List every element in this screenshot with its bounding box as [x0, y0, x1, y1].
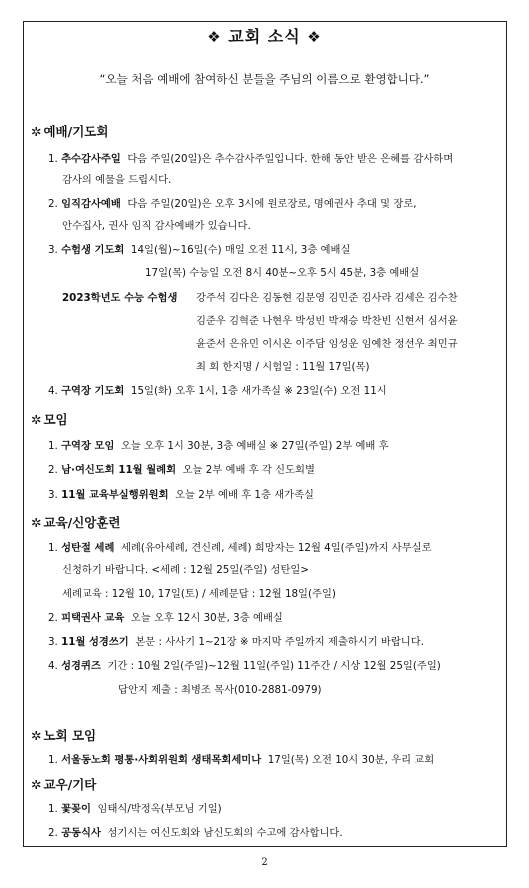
item-text: 오늘 2부 예배 후 1층 새가족실: [175, 489, 314, 501]
section-heading-education: [31, 513, 121, 531]
item-label: 피택권사 교육: [61, 612, 125, 624]
item-text: 오늘 2부 예배 후 각 신도회별: [182, 464, 315, 476]
section-title: 모임: [43, 412, 68, 427]
item-number: 4.: [48, 660, 58, 672]
page-number: 2: [261, 857, 268, 868]
section-heading-members: [31, 775, 96, 793]
item-number: 2.: [48, 198, 58, 210]
title-text: 교회 소식: [228, 27, 301, 46]
list-item: [48, 486, 314, 501]
item-text: 김준우 김혁준 나현우 박성빈 박재승 박찬빈 신현서 심서윤: [196, 315, 458, 327]
section-title: 노회 모임: [43, 728, 97, 743]
section-title: 교육/신앙훈련: [43, 515, 121, 530]
item-text: 14일(월)~16일(수) 매일 오전 11시, 3층 예배실: [130, 244, 351, 256]
section-title: 교우/기타: [43, 777, 97, 792]
item-text: 오늘 오후 12시 30분, 3층 예배실: [130, 612, 283, 624]
item-label: 11월 교육부실행위원회: [61, 489, 169, 501]
asterisk-icon: ✲: [31, 412, 42, 427]
item-number: 2.: [48, 464, 58, 476]
diamond-icon: ❖: [307, 28, 322, 46]
diamond-icon: ❖: [207, 28, 222, 46]
item-label: 임직감사예배: [61, 198, 121, 210]
item-text: 17일(목) 오전 10시 30분, 우리 교회: [267, 754, 435, 766]
item-text: 다음 주일(20일)은 추수감사주일입니다. 한해 동안 받은 은혜를 감사하며: [127, 153, 454, 165]
item-label: 수험생 기도회: [61, 244, 125, 256]
item-number: 1.: [48, 803, 58, 815]
list-item: [48, 824, 343, 839]
item-number: 1.: [48, 153, 58, 165]
item-label: 성탄절 세례: [61, 542, 115, 554]
asterisk-icon: ✲: [31, 777, 42, 792]
item-text: 세례교육 : 12월 10, 17일(토) / 세례문답 : 12월 18일(주일): [62, 588, 336, 600]
asterisk-icon: ✲: [31, 124, 42, 139]
list-item: [48, 461, 315, 476]
item-label: 공동식사: [61, 827, 101, 839]
item-text: 본문 : 사사기 1~21장 ※ 마지막 주일까지 제출하시기 바랍니다.: [135, 636, 424, 648]
item-text: 신청하기 바랍니다. <세례 : 12월 25일(주일) 성탄일>: [62, 564, 309, 576]
item-text: 강주석 김다은 김동현 김문영 김민준 김사라 김세은 김수찬: [196, 292, 458, 304]
section-heading-meetings: [31, 410, 68, 428]
list-item: [48, 800, 222, 815]
list-item: [48, 241, 350, 256]
list-item: [48, 437, 389, 452]
item-number: 1.: [48, 542, 58, 554]
item-label: 서울동노회 평통·사회위원회 생태목회세미나: [61, 754, 262, 766]
item-number: 1.: [48, 440, 58, 452]
page-title: [0, 24, 529, 47]
item-label: 구역장 모임: [61, 440, 115, 452]
bulletin-frame: [23, 21, 507, 847]
item-text: 섬기시는 여신도회와 남신도회의 수고에 감사합니다.: [107, 827, 343, 839]
section-title: 예배/기도회: [43, 124, 109, 139]
list-item: [48, 382, 387, 397]
item-label: 추수감사주일: [61, 153, 121, 165]
item-text: 기간 : 10월 2일(주일)~12월 11일(주일) 11주간 / 시상 12월 25일(주일): [107, 660, 441, 672]
item-label: 꽃꽂이: [61, 803, 91, 815]
item-label: 성경퀴즈: [61, 660, 101, 672]
item-text: 세례(유아세례, 견신례, 세례) 희망자는 12월 4일(주일)까지 사무실로: [120, 542, 432, 554]
item-label: 11월 성경쓰기: [61, 636, 129, 648]
list-item: [48, 751, 434, 766]
item-text: 오늘 오후 1시 30분, 3층 예배실 ※ 27일(주일) 2부 예배 후: [120, 440, 389, 452]
section-heading-presbytery: [31, 726, 96, 744]
item-text: 답안지 제출 : 최병조 목사(010-2881-0979): [118, 684, 322, 696]
item-text: 최 회 한지명 / 시험일 : 11월 17일(목): [196, 361, 370, 373]
item-text: 다음 주일(20일)은 오후 3시에 원로장로, 명예권사 추대 및 장로,: [127, 198, 417, 210]
list-item: [48, 150, 453, 165]
item-number: 1.: [48, 754, 58, 766]
item-text: 안수집사, 권사 임직 감사예배가 있습니다.: [62, 220, 251, 232]
asterisk-icon: ✲: [31, 515, 42, 530]
item-label: 남·여신도회 11월 월례회: [61, 464, 177, 476]
section-heading-worship: [31, 122, 108, 140]
list-item: [48, 609, 283, 624]
welcome-message: “오늘 처음 예배에 참여하신 분들을 주님의 이름으로 환영합니다.”: [99, 72, 430, 86]
item-label: 2023학년도 수능 수험생: [62, 292, 178, 304]
item-label: 구역장 기도회: [61, 385, 125, 397]
item-number: 3.: [48, 489, 58, 501]
list-item: [48, 195, 417, 210]
list-item: [62, 289, 177, 304]
item-number: 2.: [48, 612, 58, 624]
item-text: 17일(목) 수능일 오전 8시 40분~오후 5시 45분, 3층 예배실: [145, 267, 420, 279]
item-number: 2.: [48, 827, 58, 839]
asterisk-icon: ✲: [31, 728, 42, 743]
list-item: [48, 539, 432, 554]
item-text: 감사의 예물을 드립시다.: [62, 174, 172, 186]
item-number: 4.: [48, 385, 58, 397]
list-item: [48, 657, 441, 672]
item-text: 15일(화) 오후 1시, 1층 새가족실 ※ 23일(수) 오전 11시: [130, 385, 387, 397]
item-number: 3.: [48, 244, 58, 256]
item-text: 윤준서 은유민 이시온 이주담 임성운 임예찬 정선우 최민규: [196, 338, 458, 350]
item-text: 임태식/박정옥(부모님 기일): [97, 803, 222, 815]
list-item: [48, 633, 424, 648]
item-number: 3.: [48, 636, 58, 648]
